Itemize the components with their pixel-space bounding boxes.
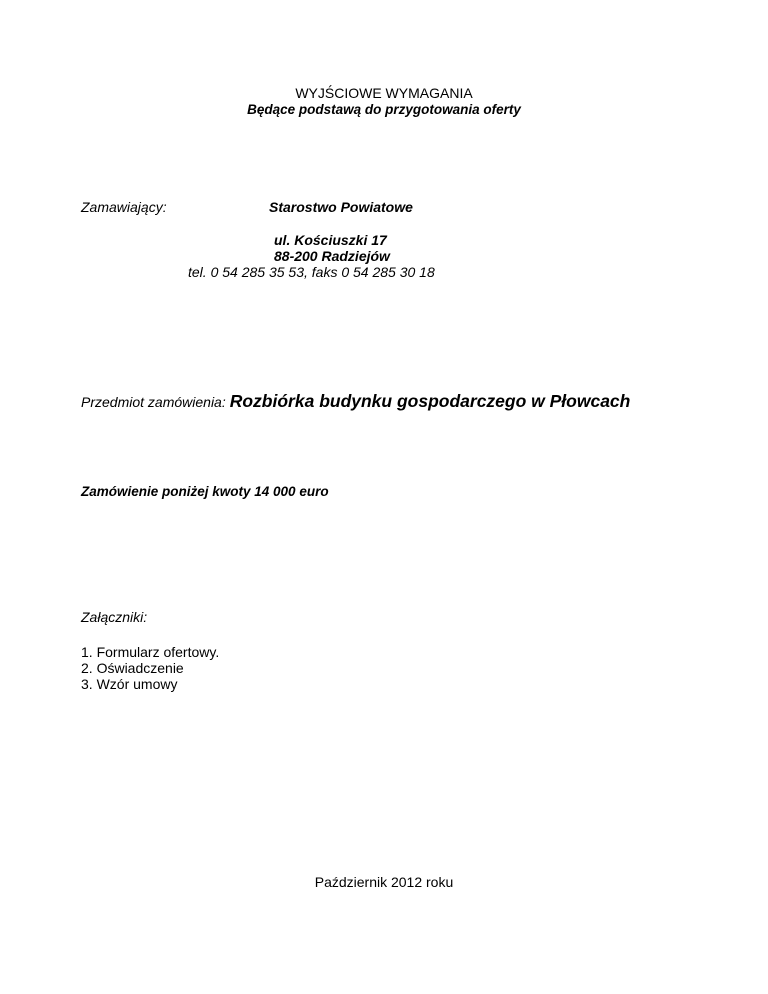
subject-row xyxy=(81,393,630,411)
document-subtitle: Będące podstawą do przygotowania oferty xyxy=(247,102,521,117)
footer-date: Październik 2012 roku xyxy=(314,874,454,890)
client-street: ul. Kościuszki 17 xyxy=(274,232,387,248)
subject-value: Rozbiórka budynku gospodarczego w Płowcach xyxy=(229,391,631,411)
client-city: 88-200 Radziejów xyxy=(274,248,390,264)
attachment-item: 1. Formularz ofertowy. xyxy=(81,644,220,660)
attachment-item: 3. Wzór umowy xyxy=(81,676,178,692)
client-label: Zamawiający: xyxy=(81,199,167,215)
subject-label: Przedmiot zamówienia: xyxy=(81,394,226,410)
attachment-item: 2. Oświadczenie xyxy=(81,660,184,676)
attachments-label: Załączniki: xyxy=(81,609,148,625)
client-phone: tel. 0 54 285 35 53, faks 0 54 285 30 18 xyxy=(188,264,435,280)
client-name: Starostwo Powiatowe xyxy=(269,199,413,215)
threshold-note: Zamówienie poniżej kwoty 14 000 euro xyxy=(81,484,329,499)
document-title: WYJŚCIOWE WYMAGANIA xyxy=(295,85,473,101)
